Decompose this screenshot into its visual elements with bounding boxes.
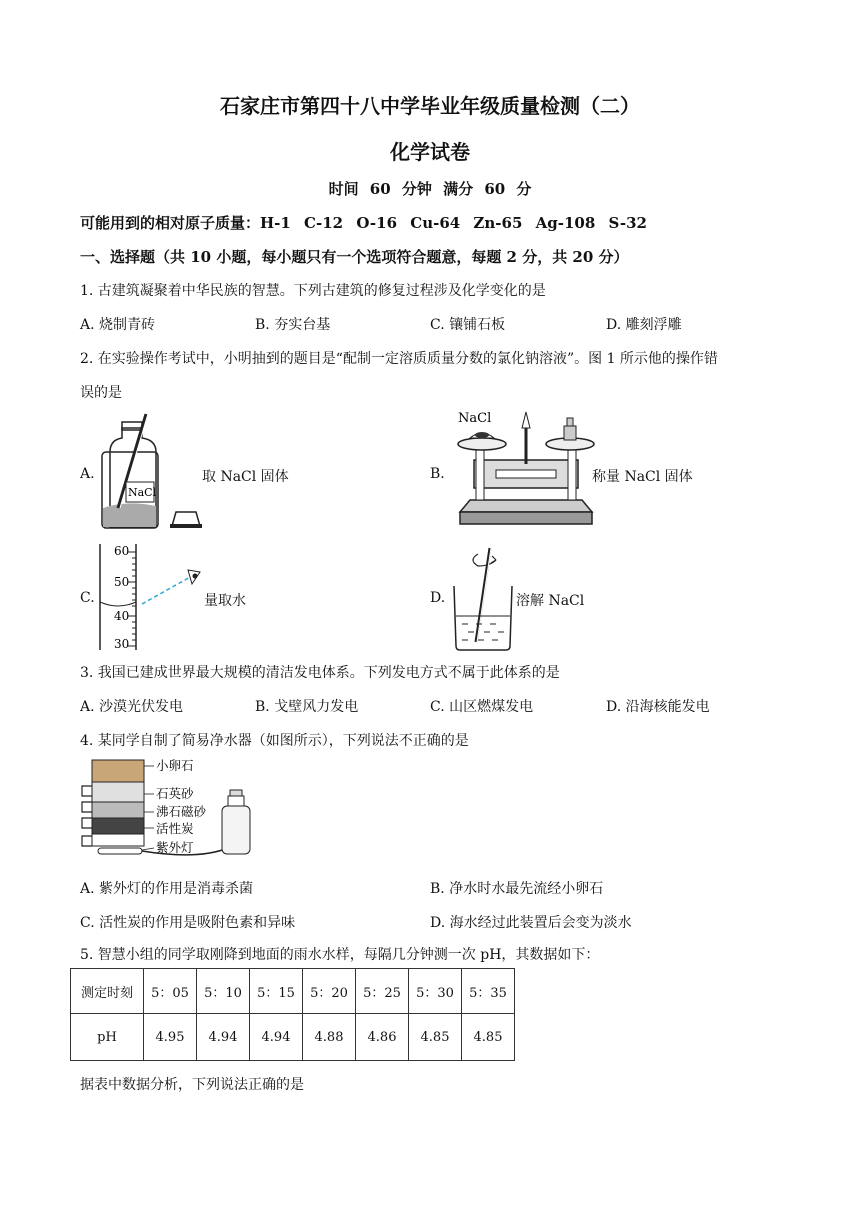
q1-option-d[interactable]: D. 雕刻浮雕 [606,317,682,333]
q3-option-b[interactable]: B. 戈壁风力发电 [255,699,359,715]
q3-option-d[interactable]: D. 沿海核能发电 [606,699,710,715]
q2-option-a-letter[interactable]: A. [80,466,95,482]
beaker-stirring-illustration [450,546,516,652]
layer-pebbles: 小卵石 [156,758,194,773]
ph-data-table [70,968,515,1061]
table-cell: 4.94 [197,1014,250,1061]
q2-option-c-caption: 量取水 [204,593,246,609]
table-cell: 4.86 [356,1014,409,1061]
question-5-stem: 5. 智慧小组的同学取刚降到地面的雨水水样，每隔几分钟测一次 pH，其数据如下： [80,947,600,963]
q4-option-a[interactable]: A. 紫外灯的作用是消毒杀菌 [80,881,254,897]
table-cell: 5：30 [409,969,462,1014]
q1-option-c[interactable]: C. 镶铺石板 [430,317,506,333]
table-cell: 5：10 [197,969,250,1014]
q2-option-b-caption: 称量 NaCl 固体 [592,469,693,485]
table-cell: 4.94 [250,1014,303,1061]
q2-option-a-caption: 取 NaCl 固体 [202,469,289,485]
q4-option-c[interactable]: C. 活性炭的作用是吸附色素和异味 [80,915,296,931]
tick-30: 30 [114,637,130,651]
exam-title: 石家庄市第四十八中学毕业年级质量检测（二） [220,94,640,118]
layer-zeolite: 沸石磁砂 [156,804,207,819]
balance-scale-illustration [456,404,596,538]
layer-quartz-sand: 石英砂 [156,786,194,801]
water-purifier-illustration [78,756,258,862]
layer-uv-lamp: 紫外灯 [156,840,194,855]
q1-option-b[interactable]: B. 夯实台基 [255,317,331,333]
atomic-masses: 可能用到的相对原子质量：H-1 C-12 O-16 Cu-64 Zn-65 Ag-108 S-32 [80,214,647,232]
table-cell: 5：15 [250,969,303,1014]
subject-title: 化学试卷 [390,140,470,164]
question-5-followup: 据表中数据分析，下列说法正确的是 [80,1077,304,1093]
jar-label-text: NaCl [128,486,157,499]
tick-60: 60 [114,544,130,558]
table-cell: 5：35 [462,969,515,1014]
table-cell: 5：05 [144,969,197,1014]
graduated-cylinder-illustration [92,540,204,652]
q2-option-b-letter[interactable]: B. [430,466,445,482]
pan-label-text: NaCl [458,411,492,426]
section-heading: 一、选择题（共 10 小题，每小题只有一个选项符合题意，每题 2 分，共 20 分） [80,248,629,266]
table-cell: 4.95 [144,1014,197,1061]
question-2-stem-line1: 2. 在实验操作考试中，小明抽到的题目是“配制一定溶质质量分数的氯化钠溶液”。图 1 所示他的操作错 [80,351,718,367]
question-3-stem: 3. 我国已建成世界最大规模的清洁发电体系。下列发电方式不属于此体系的是 [80,665,560,681]
row-header-ph: pH [71,1014,144,1061]
question-1-stem: 1. 古建筑凝聚着中华民族的智慧。下列古建筑的修复过程涉及化学变化的是 [80,283,546,299]
q2-option-d-caption: 溶解 NaCl [516,593,585,609]
q2-option-c-letter[interactable]: C. [80,590,95,606]
q4-option-d[interactable]: D. 海水经过此装置后会变为淡水 [430,915,632,931]
table-cell: 5：20 [303,969,356,1014]
table-cell: 4.88 [303,1014,356,1061]
q2-option-d-letter[interactable]: D. [430,590,446,606]
q1-option-a[interactable]: A. 烧制青砖 [80,317,156,333]
layer-activated-carbon: 活性炭 [156,821,194,836]
question-4-stem: 4. 某同学自制了简易净水器（如图所示），下列说法不正确的是 [80,733,469,749]
time-info: 时间 60 分钟 满分 60 分 [328,180,532,198]
table-cell: 4.85 [462,1014,515,1061]
reagent-jar-illustration [96,412,206,536]
question-2-stem-line2: 误的是 [80,385,122,401]
q3-option-a[interactable]: A. 沙漠光伏发电 [80,699,184,715]
q4-option-b[interactable]: B. 净水时水最先流经小卵石 [430,881,604,897]
table-cell: 4.85 [409,1014,462,1061]
tick-40: 40 [114,609,130,623]
table-cell: 5：25 [356,969,409,1014]
tick-50: 50 [114,575,130,589]
q3-option-c[interactable]: C. 山区燃煤发电 [430,699,534,715]
row-header-time: 测定时刻 [71,969,144,1014]
